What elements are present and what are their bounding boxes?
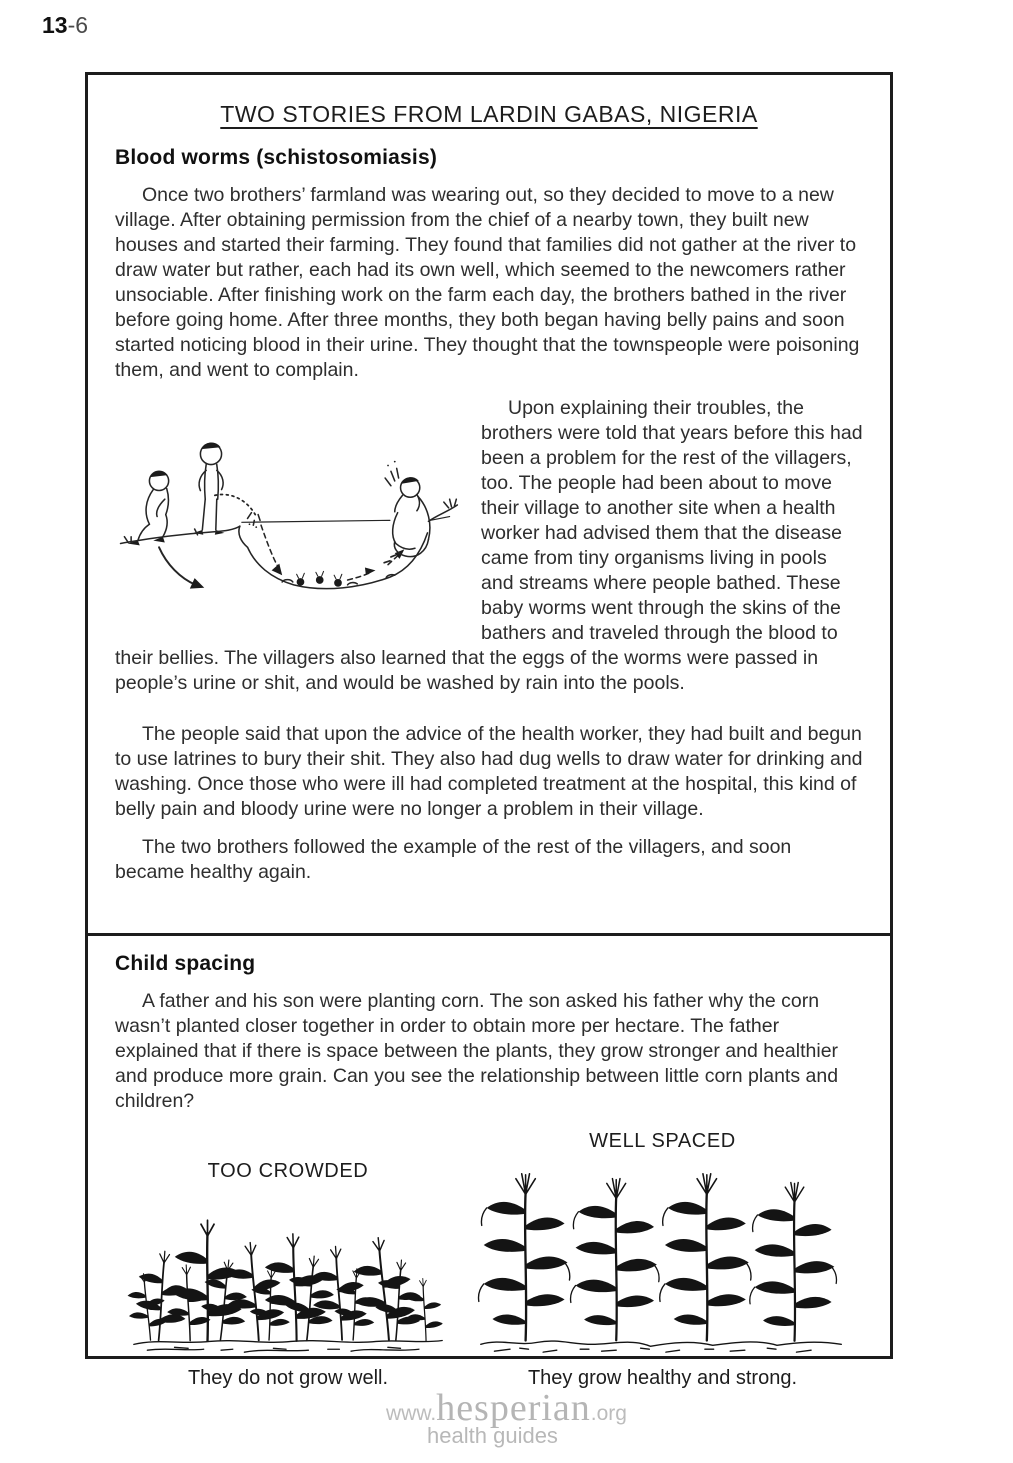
section-blood-worms [88, 75, 890, 936]
corn-figures-row [115, 1130, 863, 1390]
blood-worms-heading: Blood worms (schistosomiasis) [115, 146, 438, 169]
section-child-spacing [88, 936, 890, 1390]
page-number [42, 12, 88, 39]
crowded-corn-caption: They do not grow well. [187, 1367, 389, 1389]
watermark-www: www. [386, 1402, 437, 1425]
watermark-org: .org [590, 1402, 627, 1425]
page-number-suffix: -6 [67, 12, 89, 38]
story-title: TWO STORIES FROM LARDIN GABAS, NIGERIA [220, 101, 758, 127]
watermark-name: hesperian [436, 1387, 591, 1429]
crowded-corn-icon [123, 1197, 453, 1357]
spaced-corn-figure [470, 1130, 855, 1390]
story-box [85, 72, 893, 1389]
spaced-corn-icon [470, 1167, 855, 1357]
blood-worms-paragraph-2-block [115, 396, 863, 709]
child-spacing-paragraph: A father and his son were planting corn. The son asked his father why the corn wasn’t planted closer together in order to obtain more per hectare. The father explained that if there is space between the plants, they grow stronger and healthier and produce more grain. Can you see the relationship between little corn plants and children? [115, 990, 839, 1112]
hesperian-watermark [0, 1389, 1013, 1447]
spaced-corn-caption: They grow healthy and strong. [527, 1367, 798, 1389]
watermark-tagline: health guides [427, 1423, 558, 1448]
blood-worms-paragraph-2: Upon explaining their troubles, the brothers were told that years before this had been a problem for the rest of the villagers, too. The people had been about to move their village to another site when a health worker had advised them that the disease came from tiny organisms living in pools and streams where people bathed. These baby worms went through the skins of the bathers and traveled through the blood to their bellies. The villagers also learned that the eggs of the worms were passed in people’s urine or shit, and would be washed by rain into the pools. [115, 397, 863, 694]
crowded-corn-figure [123, 1160, 453, 1390]
river-bathing-illustration [109, 398, 465, 636]
page-number-chapter: 13 [42, 12, 68, 38]
river-bathing-cycle-icon [109, 398, 465, 636]
child-spacing-heading: Child spacing [115, 952, 256, 975]
blood-worms-paragraph-3: The people said that upon the advice of the health worker, they had built and begun to use latrines to bury their shit. They also had dug wells to draw water for drinking and washing. Once those who were ill had completed treatment at the hospital, this kind of belly pain and bloody urine were no longer a problem in their village. [115, 723, 863, 820]
watermark-url [0, 1389, 1013, 1427]
spaced-corn-label: WELL SPACED [589, 1130, 736, 1152]
blood-worms-paragraph-4: The two brothers followed the example of the rest of the villagers, and soon became healthy again. [115, 836, 792, 883]
crowded-corn-label: TOO CROWDED [207, 1160, 369, 1182]
blood-worms-paragraph-1: Once two brothers’ farmland was wearing out, so they decided to move to a new village. After obtaining permission from the chief of a nearby town, they built new houses and started their farming. They found that families did not gather at the river to draw water but rather, each had its own well, which seemed to the newcomers rather unsociable. After finishing work on the farm each day, the brothers bathed in the river before going home. After three months, they both began having belly pains and soon started noticing blood in their urine. They thought that the townspeople were poisoning them, and went to complain. [115, 184, 860, 381]
